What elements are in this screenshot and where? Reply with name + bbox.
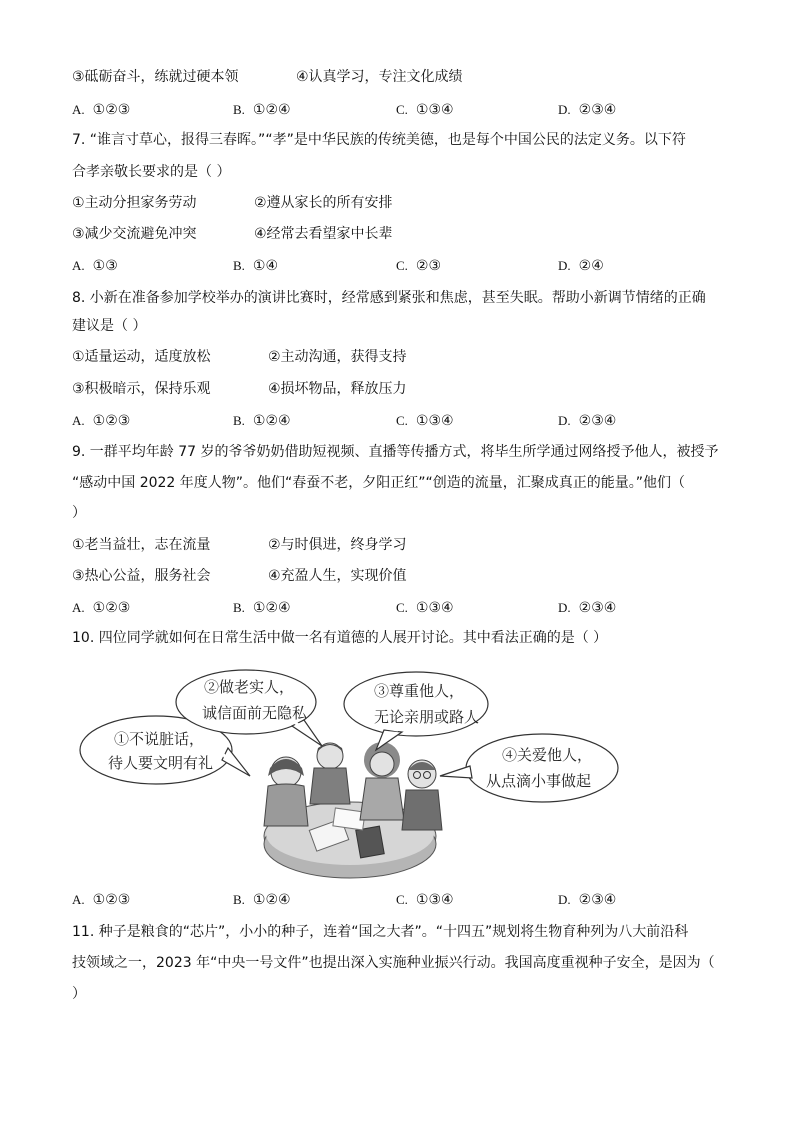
- q8-option-a[interactable]: A. ①②③: [72, 413, 131, 429]
- q6-item-3: ③砥砺奋斗，练就过硬本领: [72, 69, 239, 85]
- q7-items-row2: [72, 224, 672, 244]
- q10-option-d[interactable]: D. ②③④: [558, 892, 617, 908]
- q9-option-b[interactable]: B. ①②④: [233, 600, 291, 616]
- q11-stem-line2: 技领域之一，2023 年“中央一号文件”也提出深入实施种业振兴行动。我国高度重视种子安全，是因为（: [72, 955, 715, 971]
- q9-item-2: ②与时俱进，终身学习: [268, 537, 407, 553]
- q8-item-4: ④损坏物品，释放压力: [268, 381, 407, 397]
- q11-stem-line3: ）: [72, 986, 86, 1002]
- q7-item-4: ④经常去看望家中长辈: [254, 226, 393, 242]
- student-2-body: [310, 768, 350, 804]
- q7-item-3: ③减少交流避免冲突: [72, 226, 197, 242]
- q10-option-c[interactable]: C. ①③④: [396, 892, 454, 908]
- q9-stem-line2: “感动中国 2022 年度人物”。他们“春蚕不老，夕阳正红”“创造的流量，汇聚成真正的能量。”他们（: [72, 475, 686, 491]
- q9-items-row2: [72, 566, 672, 586]
- speech-bubble-4: [440, 734, 618, 802]
- q11-stem-line1: 11. 种子是粮食的“芯片”，小小的种子，连着“国之大者”。“十四五”规划将生物育种列为八大前沿科: [72, 924, 689, 940]
- q6-options: [72, 100, 732, 120]
- q9-item-4: ④充盈人生，实现价值: [268, 568, 407, 584]
- q7-option-d[interactable]: D. ②④: [558, 258, 604, 274]
- q7-option-b[interactable]: B. ①④: [233, 258, 279, 274]
- bubble-3-line2: 无论亲朋或路人: [374, 708, 480, 726]
- q8-item-2: ②主动沟通，获得支持: [268, 349, 407, 365]
- q9-stem-line1: 9. 一群平均年龄 77 岁的爷爷奶奶借助短视频、直播等传播方式，将毕生所学通过网络授予他人，被授予: [72, 444, 719, 460]
- q9-items-row1: [72, 535, 672, 555]
- q7-item-2: ②遵从家长的所有安排: [254, 195, 393, 211]
- q8-stem-line1: 8. 小新在准备参加学校举办的演讲比赛时，经常感到紧张和焦虑，甚至失眠。帮助小新调节情绪的正确: [72, 290, 706, 306]
- q8-item-3: ③积极暗示，保持乐观: [72, 381, 211, 397]
- q9-options: [72, 598, 732, 618]
- q6-items-row: [72, 67, 672, 87]
- notebook: [356, 826, 384, 858]
- q10-option-a[interactable]: A. ①②③: [72, 892, 131, 908]
- speech-bubble-3: [344, 672, 488, 750]
- q9-item-3: ③热心公益，服务社会: [72, 568, 211, 584]
- q8-stem-line2: 建议是（ ）: [72, 318, 147, 334]
- q9-option-c[interactable]: C. ①③④: [396, 600, 454, 616]
- student-4-hair: [408, 762, 436, 770]
- q8-option-d[interactable]: D. ②③④: [558, 413, 617, 429]
- q6-option-d[interactable]: D. ②③④: [558, 102, 617, 118]
- q7-option-a[interactable]: A. ①③: [72, 258, 118, 274]
- q7-stem-line2: 合孝亲敬长要求的是（ ）: [72, 164, 231, 180]
- student-1-body: [264, 784, 308, 826]
- q7-stem-line1: 7. “谁言寸草心，报得三春晖。”“孝”是中华民族的传统美德，也是每个中国公民的法定义务。以下符: [72, 132, 686, 148]
- q10-discussion-illustration: [72, 664, 632, 886]
- q8-items-row1: [72, 347, 672, 367]
- bubble-2-line2: 诚信面前无隐私: [202, 704, 308, 722]
- bubble-3-line1: ③尊重他人，: [374, 682, 465, 700]
- q7-options: [72, 256, 732, 276]
- q7-item-1: ①主动分担家务劳动: [72, 195, 197, 211]
- q10-options: [72, 890, 732, 910]
- q6-option-a[interactable]: A. ①②③: [72, 102, 131, 118]
- q7-option-c[interactable]: C. ②③: [396, 258, 442, 274]
- q8-item-1: ①适量运动，适度放松: [72, 349, 211, 365]
- student-3-body: [360, 778, 404, 820]
- bubble-1-line1: ①不说脏话，: [114, 730, 205, 748]
- q9-item-1: ①老当益壮，志在流量: [72, 537, 211, 553]
- q9-stem-line3: ）: [72, 505, 86, 521]
- student-4-body: [402, 790, 442, 830]
- bubble-4-line1: ④关爱他人，: [502, 746, 593, 764]
- student-3-head: [370, 752, 394, 776]
- q7-items-row1: [72, 193, 672, 213]
- q6-item-4: ④认真学习，专注文化成绩: [296, 69, 463, 85]
- q10-option-b[interactable]: B. ①②④: [233, 892, 291, 908]
- q9-option-d[interactable]: D. ②③④: [558, 600, 617, 616]
- bubble-2-line1: ②做老实人，: [204, 678, 295, 696]
- q9-option-a[interactable]: A. ①②③: [72, 600, 131, 616]
- q10-stem-line1: 10. 四位同学就如何在日常生活中做一名有道德的人展开讨论。其中看法正确的是（ ）: [72, 630, 608, 646]
- q8-options: [72, 411, 732, 431]
- q6-option-b[interactable]: B. ①②④: [233, 102, 291, 118]
- q6-option-c[interactable]: C. ①③④: [396, 102, 454, 118]
- bubble-1-line2: 待人要文明有礼: [108, 754, 214, 772]
- q8-option-c[interactable]: C. ①③④: [396, 413, 454, 429]
- bubble-4-line2: 从点滴小事做起: [486, 772, 592, 790]
- q8-option-b[interactable]: B. ①②④: [233, 413, 291, 429]
- q8-items-row2: [72, 379, 672, 399]
